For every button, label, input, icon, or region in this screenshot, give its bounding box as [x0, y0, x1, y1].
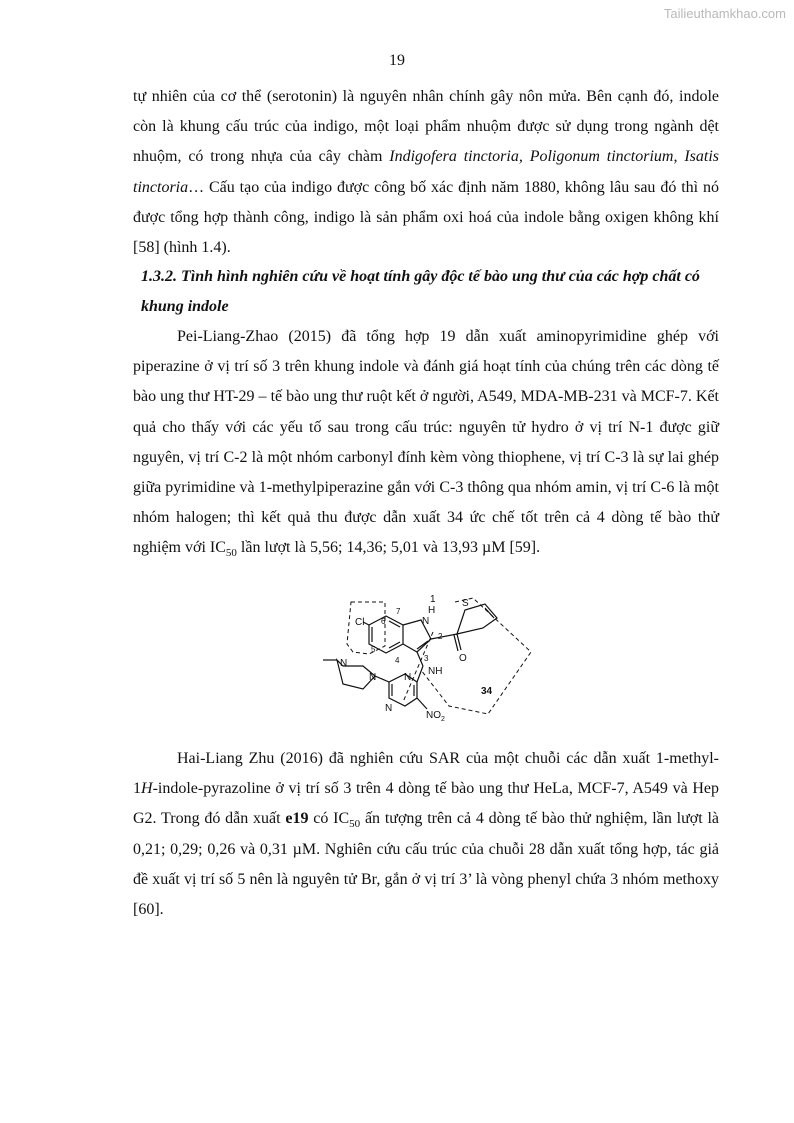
label-n-pyrimidine-1: N [404, 672, 412, 683]
label-c7: 7 [396, 607, 401, 616]
label-cl: Cl [355, 617, 365, 628]
label-n: N [422, 616, 430, 627]
para3-text-c: có IC [308, 810, 350, 828]
label-nh: NH [428, 666, 443, 677]
label-c3: 3 [424, 654, 429, 663]
watermark: Tailieuthamkhao.com [663, 6, 786, 21]
label-compound-34: 34 [481, 686, 493, 697]
label-c5: 5 [371, 645, 376, 654]
para3-italic: H [141, 780, 153, 798]
para3-sub: 50 [349, 818, 361, 831]
label-n-pyrimidine-2: N [385, 703, 393, 714]
label-c6: 6 [381, 617, 386, 626]
para2-text-a: Pei-Liang-Zhao (2015) đã tổng hợp 19 dẫn xuất aminopyrimidine ghép với piperazine ở vị trí số 3 trên khung indole và đánh giá hoạt tính của chúng trên các dòng tế bào ung thư HT-29 – tế bào ung thư ruột kết ở người, A549, MDA-MB-231 và MCF-7. Kết quả cho thấy với các yếu tố sau trong cấu trúc: nguyên tử hydro ở vị trí N-1 được giữ nguyên, vị trí C-2 là một nhóm carbonyl đính kèm vòng thiophene, vị trí C-3 là sự lai ghép giữa pyrimidine và 1-methylpiperazine gắn với C-3 thông qua nhóm amin, vị trí C-6 là một nhóm halogen; thì kết quả thu được dẫn xuất 34 ức chế tốt trên cả 4 dòng tế bào thử nghiệm với IC [133, 328, 719, 557]
para3-bold: e19 [285, 810, 309, 828]
paragraph-zhu [133, 744, 719, 925]
label-h: H [428, 605, 436, 616]
paragraph-zhao [133, 322, 719, 564]
para1-italic: Indigofera tinctoria, Poligonum tinctorium, Isatis tinctoria [133, 148, 719, 196]
page-number: 19 [389, 52, 405, 69]
label-o: O [459, 653, 467, 664]
substituent-highlight-box [421, 598, 531, 714]
para1-text-b: … Cấu tạo của indigo được công bố xác định năm 1880, không lâu sau đó thì nó được tổng hợp thành công, indigo là sản phẩm oxi hoá của indole bằng oxigen không khí [58] (hình 1.4). [133, 178, 719, 257]
paragraph-indigo [133, 82, 719, 263]
para3-text-a: Hai-Liang Zhu (2016) đã nghiên cứu SAR của một chuỗi các dẫn xuất 1-methyl-1 [133, 750, 719, 798]
label-c2: 2 [438, 632, 443, 641]
halogen-highlight-box [347, 602, 385, 654]
para3-text-b: -indole-pyrazoline ở vị trí số 3 trên 4 dòng tế bào ung thư HeLa, MCF-7, A549 và Hep G2. Trong đó dẫn xuất [133, 780, 719, 828]
label-c4: 4 [395, 656, 400, 665]
para2-sub: 50 [225, 547, 237, 560]
para3-text-d: ấn tượng trên cả 4 dòng tế bào thử nghiệm, lần lượt là 0,21; 0,29; 0,26 và 0,31 µM. Nghiên cứu cấu trúc của chuỗi 28 dẫn xuất tổng hợp, tác giả đề xuất vị trí số 5 nên là nguyên tử Br, gắn ở vị trí 3’ là vòng phenyl chứa 3 nhóm methoxy [60]. [133, 810, 719, 919]
label-n1-number: 1 [430, 594, 436, 605]
section-heading: 1.3.2. Tình hình nghiên cứu về hoạt tính gây độc tế bào ung thư của các hợp chất có khung indole [141, 268, 700, 315]
label-n-piperazine: N [369, 672, 377, 683]
label-no2: $NO_2$ [426, 710, 445, 723]
label-n-methyl: N [340, 658, 348, 669]
compound-34-structure [313, 594, 533, 724]
label-s: S [462, 598, 469, 609]
para1-text-a: tự nhiên của cơ thể (serotonin) là nguyên nhân chính gây nôn mửa. Bên cạnh đó, indole còn là khung cấu trúc của indigo, một loại phẩm nhuộm được sử dụng trong ngành dệt nhuộm, có trong nhựa của cây chàm [133, 88, 719, 166]
para2-text-b: lần lượt là 5,56; 14,36; 5,01 và 13,93 µM [59]. [236, 539, 541, 557]
